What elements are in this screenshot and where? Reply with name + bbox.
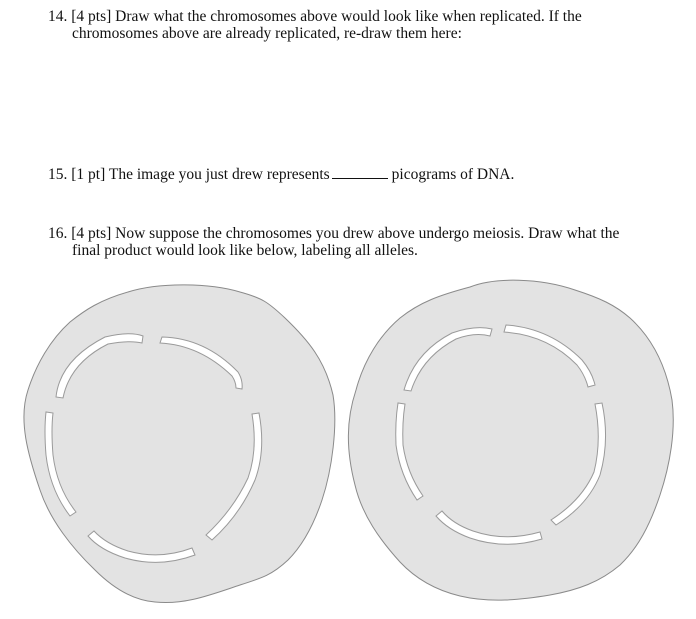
question-15-prompt: 15. [1 pt] The image you just drew represents (48, 166, 330, 183)
question-16-line-2: final product would look like below, labeling all alleles. (72, 242, 418, 259)
cell-left (24, 285, 335, 603)
question-16-line-1: 16. [4 pts] Now suppose the chromosomes you drew above undergo meiosis. Draw what the (48, 225, 620, 242)
question-15-unit: picograms of DNA. (391, 166, 515, 183)
cell-right (348, 280, 673, 600)
question-14-line-2: chromosomes above are already replicated, re-draw them here: (72, 25, 462, 42)
question-14-line-1: 14. [4 pts] Draw what the chromosomes above would look like when replicated. If the (48, 8, 582, 25)
